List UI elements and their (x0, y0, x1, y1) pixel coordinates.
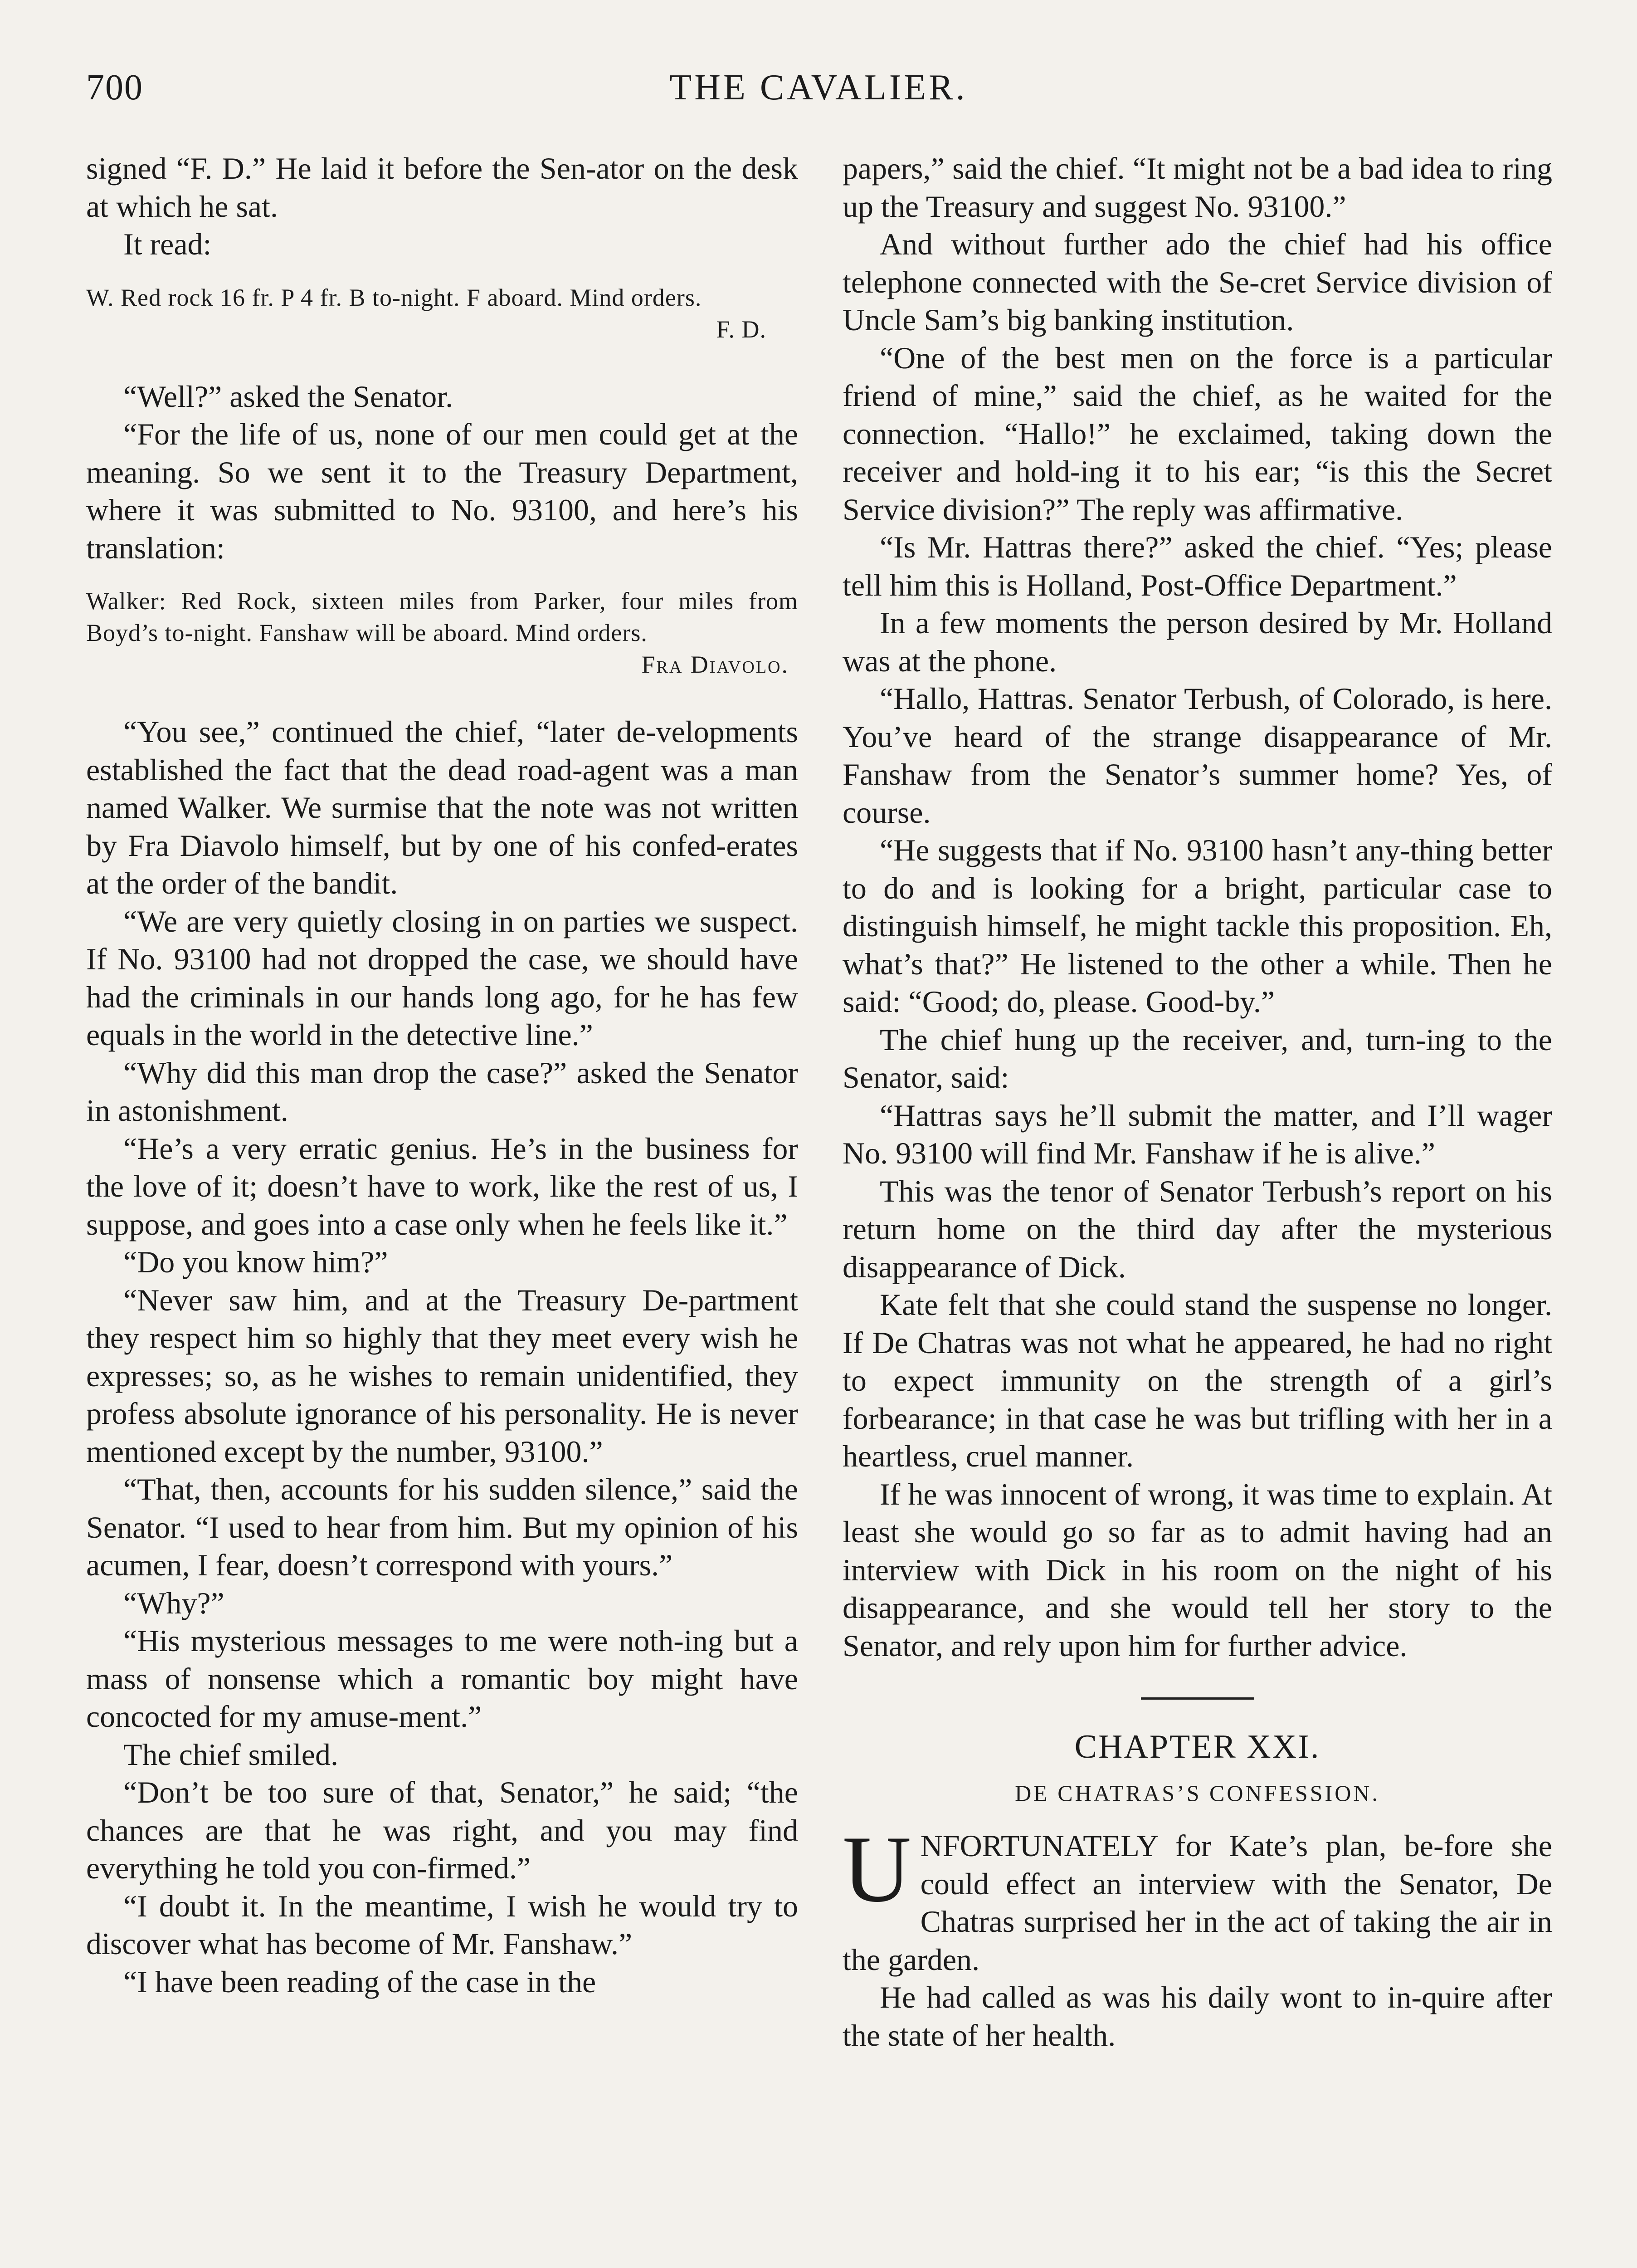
paragraph: “He suggests that if No. 93100 hasn’t any-thing better to do and is looking for a bright, particular case to distinguish himself, he might tackle this proposition. Eh, what’s that?” He listened to the other a while. Then he said: “Good; do, please. Good-by.” (843, 833, 1552, 1019)
page-number: 700 (86, 68, 143, 108)
section-divider (1141, 1697, 1254, 1700)
paragraph: “Is Mr. Hattras there?” asked the chief. “Yes; please tell him this is Holland, Post-Office Department.” (843, 530, 1552, 602)
paragraph: “I doubt it. In the meantime, I wish he would try to discover what has become of Mr. Fanshaw.” (86, 1888, 798, 1961)
paragraph: NFORTUNATELY for Kate’s plan, be-fore she could effect an interview with the Senator, De Chatras surprised her in the act of taking the air in the garden. (843, 1828, 1552, 1977)
running-title: THE CAVALIER. (669, 68, 968, 108)
page-header (86, 67, 1551, 117)
paragraph: “He’s a very erratic genius. He’s in the business for the love of it; doesn’t have to work, like the rest of us, I suppose, and goes into a case only when he feels like it.” (86, 1131, 798, 1242)
chapter-title: CHAPTER XXI. (1074, 1728, 1320, 1765)
chapter-subtitle: DE CHATRAS’S CONFESSION. (1015, 1780, 1380, 1806)
note-signature: F. D. (716, 315, 766, 343)
paragraph: signed “F. D.” He laid it before the Sen-ator on the desk at which he sat. (86, 151, 798, 224)
paragraph: “Why?” (123, 1585, 224, 1620)
paragraph: “One of the best men on the force is a particular friend of mine,” said the chief, as he waited for the connection. “Hallo!” he exclaimed, taking down the receiver and hold-ing it to his ear; “is this the Secret Service division?” The reply was affirmative. (843, 340, 1552, 527)
paragraph: papers,” said the chief. “It might not be a bad idea to ring up the Treasury and suggest No. 93100.” (843, 151, 1552, 224)
paragraph: “That, then, accounts for his sudden silence,” said the Senator. “I used to hear from him. But my opinion of his acumen, I fear, doesn’t correspond with yours.” (86, 1472, 798, 1582)
paragraph: “Hallo, Hattras. Senator Terbush, of Colorado, is here. You’ve heard of the strange disappearance of Mr. Fanshaw from the Senator’s summer home? Yes, of course. (843, 681, 1552, 830)
paragraph: “Hattras says he’ll submit the matter, and I’ll wager No. 93100 will find Mr. Fanshaw if he is alive.” (843, 1098, 1552, 1170)
paragraph: He had called as was his daily wont to in-quire after the state of her health. (843, 1980, 1552, 2053)
right-column (843, 150, 1552, 2054)
note-text: W. Red rock 16 fr. P 4 fr. B to-night. F aboard. Mind orders. (86, 284, 702, 311)
translated-note (86, 585, 798, 680)
paragraph: “You see,” continued the chief, “later de-velopments established the fact that the dead road-agent was a man named Walker. We surmise that the note was not written by Fra Diavolo himself, but by one of his confed-erates at the order of the bandit. (86, 714, 798, 900)
coded-note (86, 282, 798, 345)
paragraph: “We are very quietly closing in on parties we suspect. If No. 93100 had not dropped the case, we should have had the criminals in our hands long ago, for he has few equals in the world in the detective line.” (86, 904, 798, 1052)
paragraph: “Don’t be too sure of that, Senator,” he said; “the chances are that he was right, and you may find everything he told you con-firmed.” (86, 1775, 798, 1885)
paragraph: Kate felt that she could stand the suspense no longer. If De Chatras was not what he appeared, he had no right to expect immunity on the strength of a girl’s forbearance; in that case he was but trifling with her in a heartless, cruel manner. (843, 1287, 1552, 1473)
note-text: Walker: Red Rock, sixteen miles from Parker, four miles from Boyd’s to-night. Fanshaw will be aboard. Mind orders. (86, 587, 798, 646)
chapter-opening (843, 1817, 1552, 1979)
paragraph: “Why did this man drop the case?” asked the Senator in astonishment. (86, 1055, 798, 1128)
drop-cap: U (843, 1817, 911, 1922)
paragraph: “His mysterious messages to me were noth-ing but a mass of nonsense which a romantic boy might have concocted for my amuse-ment.” (86, 1623, 798, 1734)
paragraph: “I have been reading of the case in the (123, 1964, 596, 1999)
paragraph: In a few moments the person desired by Mr. Holland was at the phone. (843, 606, 1552, 678)
paragraph: “Do you know him?” (123, 1245, 388, 1279)
paragraph: The chief smiled. (123, 1737, 338, 1772)
paragraph: “Well?” asked the Senator. (123, 379, 453, 414)
paragraph: If he was innocent of wrong, it was time to explain. At least she would go so far as to admit having had an interview with Dick in his room on the night of his disappearance, and she would tell her story to the Senator, and rely upon him for further advice. (843, 1476, 1552, 1663)
paragraph: “Never saw him, and at the Treasury De-partment they respect him so highly that they meet every wish he expresses; so, as he wishes to remain unidentified, they profess absolute ignorance of his personality. He is never mentioned except by the number, 93100.” (86, 1282, 798, 1469)
left-column (86, 150, 798, 2001)
paragraph: “For the life of us, none of our men could get at the meaning. So we sent it to the Treasury Department, where it was submitted to No. 93100, and here’s his translation: (86, 417, 798, 565)
paragraph: The chief hung up the receiver, and, turn-ing to the Senator, said: (843, 1022, 1552, 1095)
note-signature: Fra Diavolo. (641, 651, 789, 678)
paragraph: And without further ado the chief had his office telephone connected with the Se-cret Service division of Uncle Sam’s big banking institution. (843, 227, 1552, 337)
paragraph: It read: (123, 227, 212, 261)
paragraph: This was the tenor of Senator Terbush’s report on his return home on the third day after the mysterious disappearance of Dick. (843, 1173, 1552, 1284)
